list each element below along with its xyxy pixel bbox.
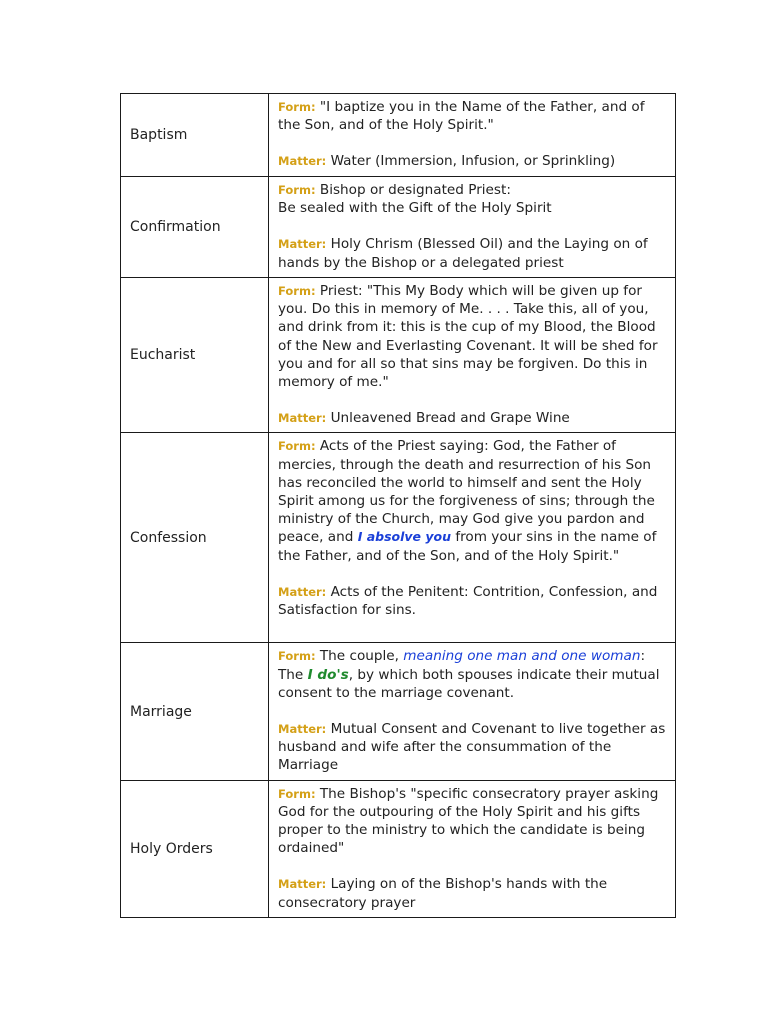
sacrament-name: Confirmation [121, 177, 269, 278]
table-row [121, 278, 676, 433]
form-label: Form: [278, 649, 316, 664]
sacrament-name: Baptism [121, 94, 269, 177]
sacrament-description [269, 278, 676, 433]
sacrament-description [269, 780, 676, 917]
form-label: Form: [278, 100, 316, 114]
table-row [121, 433, 676, 643]
matter-text: Matter: Holy Chrism (Blessed Oil) and the Laying on of hands by the Bishop or a delegated priest [278, 236, 648, 271]
table-row [121, 643, 676, 780]
sacrament-description [269, 643, 676, 780]
sacrament-description [269, 177, 676, 278]
matter-text: Matter: Unleavened Bread and Grape Wine [278, 410, 570, 427]
form-text: Form: The Bishop's "specific consecratory prayer asking God for the outpouring of the Holy Spirit and his gifts proper to the ministry to which the candidate is being ordained" [278, 785, 659, 857]
absolution-highlight: I absolve you [357, 529, 452, 545]
form-text: Form: Acts of the Priest saying: God, the Father of mercies, through the death and resurrection of his Son has reconciled the world to himself and sent the Holy Spirit among us for the forgiveness of sins; through the ministry of the Church, may God give you pardon and peace, and I absolve you from your sins in the name of the Father, and of the Son, and of the Holy Spirit." [278, 438, 657, 564]
sacrament-description [269, 433, 676, 643]
form-text: Form: Bishop or designated Priest: Be sealed with the Gift of the Holy Spirit [278, 182, 552, 217]
form-text: Form: Priest: "This My Body which will be given up for you. Do this in memory of Me. . . . Take this, all of you, and drink from it: this is the cup of my Blood, the Blood of the New and Everlasting Covenant. It will be shed for you and for all so that sins may be forgiven. Do this in memory of me." [278, 283, 658, 391]
form-label: Form: [278, 786, 316, 801]
matter-label: Matter: [278, 877, 327, 892]
form-text: Form: "I baptize you in the Name of the Father, and of the Son, and of the Holy Spirit." [278, 99, 645, 134]
matter-label: Matter: [278, 722, 327, 737]
table-row [121, 94, 676, 177]
matter-text: Matter: Acts of the Penitent: Contrition, Confession, and Satisfaction for sins. [278, 583, 658, 619]
form-label: Form: [278, 284, 316, 298]
matter-label: Matter: [278, 584, 327, 599]
table-row [121, 780, 676, 917]
sacrament-name: Holy Orders [121, 780, 269, 917]
matter-label: Matter: [278, 237, 327, 252]
table-row [121, 177, 676, 278]
matter-label: Matter: [278, 411, 327, 426]
matter-text: Matter: Water (Immersion, Infusion, or Sprinkling) [278, 153, 616, 170]
vow-highlight: I do's [307, 666, 349, 683]
sacraments-table [120, 93, 676, 918]
sacrament-name: Marriage [121, 643, 269, 780]
sacrament-description [269, 94, 676, 177]
form-text: Form: The couple, meaning one man and one woman: The I do's, by which both spouses indicate their mutual consent to the marriage covenant. [278, 648, 660, 701]
sacrament-name: Confession [121, 433, 269, 643]
form-label: Form: [278, 439, 316, 454]
form-label: Form: [278, 183, 316, 197]
definition-highlight: meaning one man and one woman [403, 648, 641, 665]
matter-text: Matter: Mutual Consent and Covenant to live together as husband and wife after the consummation of the Marriage [278, 721, 666, 774]
sacrament-name: Eucharist [121, 278, 269, 433]
matter-text: Matter: Laying on of the Bishop's hands with the consecratory prayer [278, 876, 608, 911]
matter-label: Matter: [278, 154, 327, 169]
